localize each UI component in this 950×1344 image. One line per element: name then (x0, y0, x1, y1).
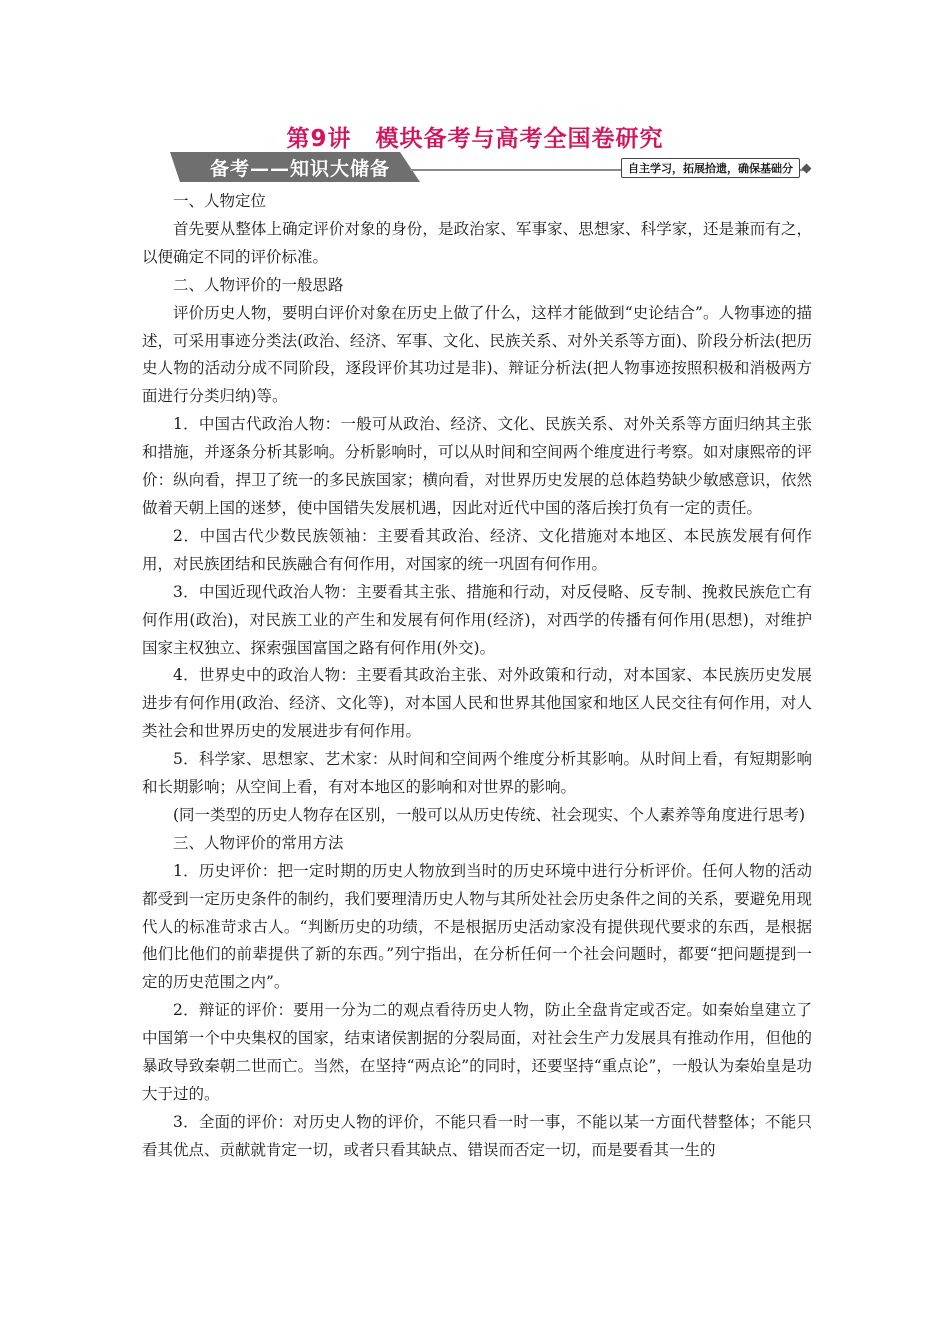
body-paragraph: 2．辩证的评价：要用一分为二的观点看待历史人物，防止全盘肯定或否定。如秦始皇建立了中国第一个中央集权的国家，结束诸侯割据的分裂局面，对社会生产力发展具有推动作用，但他的暴政导致秦朝二世而亡。当然，在坚持“两点论”的同时，还要坚持“重点论”，一般认为秦始皇是功大于过的。 (142, 1001, 812, 1103)
section-heading: 三、人物评价的常用方法 (173, 833, 344, 852)
body-paragraph: 1．中国古代政治人物：一般可从政治、经济、文化、民族关系、对外关系等方面归纳其主张和措施，并逐条分析其影响。分析影响时，可以从时间和空间两个维度进行考察。如对康熙帝的评价：纵向看，捍卫了统一的多民族国家；横向看，对世界历史发展的总体趋势缺少敏感意识，依然做着天朝上国的迷梦，使中国错失发展机遇，因此对近代中国的落后挨打负有一定的责任。 (142, 415, 812, 517)
diamond-icon (802, 164, 812, 174)
section-heading: 一、人物定位 (173, 192, 267, 210)
section-banner (170, 152, 810, 182)
body-paragraph: 3．中国近现代政治人物：主要看其主张、措施和行动，对反侵略、反专制、挽救民族危亡有何作用(政治)，对民族工业的产生和发展有何作用(经济)，对西学的传播有何作用(思想)，对维护国家主权独立、探索强国富国之路有何作用(外交)。 (142, 582, 812, 657)
banner-badge: 自主学习，拓展拾遗，确保基础分 (621, 158, 800, 178)
body-paragraph: 评价历史人物，要明白评价对象在历史上做了什么，这样才能做到“史论结合”。人物事迹的描述，可采用事迹分类法(政治、经济、军事、文化、民族关系、对外关系等方面)、阶段分析法(把历史人物的活动分成不同阶段，逐段评价其功过是非)、辩证分析法(把人物事迹按照积极和消极两方面进行分类归纳)等。 (142, 303, 812, 406)
lecture-title: 第9讲 模块备考与高考全国卷研究 (286, 126, 664, 152)
body-paragraph: 4．世界史中的政治人物：主要看其政治主张、对外政策和行动，对本国家、本民族历史发展进步有何作用(政治、经济、文化等)，对本国人民和世界其他国家和地区人民交往有何作用，对人类社会和世界历史的发展进步有何作用。 (142, 666, 812, 741)
body-paragraph: (同一类型的历史人物存在区别，一般可以从历史传统、社会现实、个人素养等角度进行思考) (173, 805, 806, 824)
banner-label: 备考——知识大储备 (210, 158, 391, 180)
section-heading: 二、人物评价的一般思路 (173, 275, 344, 294)
body-paragraph: 1．历史评价：把一定时期的历史人物放到当时的历史环境中进行分析评价。任何人物的活动都受到一定历史条件的制约，我们要理清历史人物与其所处社会历史条件之间的关系，要避免用现代人的标准苛求古人。“判断历史的功绩，不是根据历史活动家没有提供现代要求的东西，是根据他们比他们的前辈提供了新的东西。”列宁指出，在分析任何一个社会问题时，都要“把问题提到一定的历史范围之内”。 (142, 861, 812, 992)
body-paragraph: 5．科学家、思想家、艺术家：从时间和空间两个维度分析其影响。从时间上看，有短期影响和长期影响；从空间上看，有对本地区的影响和对世界的影响。 (142, 750, 812, 797)
body-paragraph: 2．中国古代少数民族领袖：主要看其政治、经济、文化措施对本地区、本民族发展有何作用，对民族团结和民族融合有何作用，对国家的统一巩固有何作用。 (142, 526, 812, 573)
body-paragraph: 首先要从整体上确定评价对象的身份，是政治家、军事家、思想家、科学家，还是兼而有之，以便确定不同的评价标准。 (142, 219, 812, 266)
document-body (142, 188, 812, 1165)
body-paragraph: 3．全面的评价：对历史人物的评价，不能只看一时一事，不能以某一方面代替整体；不能只看其优点、贡献就肯定一切，或者只看其缺点、错误而否定一切，而是要看其一生的 (142, 1112, 812, 1159)
